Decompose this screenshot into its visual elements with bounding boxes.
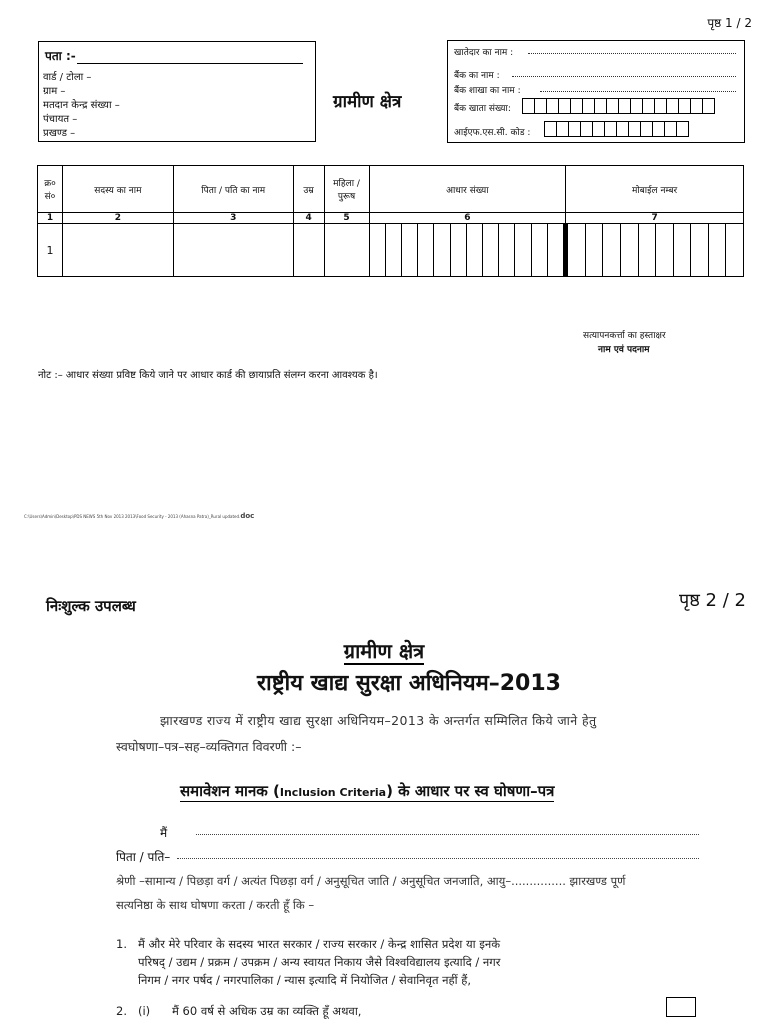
item-sub-number: (i) <box>138 1004 151 1018</box>
intro-line-1: झारखण्ड राज्य में राष्ट्रीय खाद्य सुरक्षा अधिनियम–2013 के अन्तर्गत सम्मिलित किये जाने हेतु <box>160 713 597 728</box>
declaration-item-1-line-3: निगम / नगर पर्षद / नगरपालिका / न्यास इत्यादि में नियोजित / सेवानिवृत नहीं हैं, <box>138 973 472 987</box>
page-number: पृष्ठ 2 / 2 <box>679 590 746 611</box>
account-holder-line <box>528 53 736 54</box>
aadhaar-digit-cells <box>370 224 564 276</box>
row-father-name[interactable] <box>173 224 293 277</box>
item-number: 1. <box>116 937 127 951</box>
item-number: 2. <box>116 1004 127 1018</box>
col-number: 1 <box>38 213 63 224</box>
row-aadhaar[interactable] <box>369 224 566 277</box>
col-number: 7 <box>566 213 744 224</box>
row-serial: 1 <box>38 224 63 277</box>
member-table <box>37 165 744 277</box>
declaration-item-1 <box>116 937 500 952</box>
col-aadhaar: आधार संख्या <box>369 166 566 213</box>
table-row <box>38 224 744 277</box>
col-number: 3 <box>173 213 293 224</box>
inclusion-criteria-heading <box>180 781 554 802</box>
inclusion-pre: समावेशन मानक ( <box>180 782 280 800</box>
col-member-name: सदस्य का नाम <box>62 166 173 213</box>
address-polling-center: मतदान केन्द्र संख्या – <box>43 100 120 111</box>
file-extension: doc <box>240 512 255 520</box>
father-husband-field[interactable] <box>177 858 699 859</box>
declaration-item-2 <box>116 1004 361 1019</box>
aadhaar-note: नोट :– आधार संख्या प्रविष्ट किये जाने पर आधार कार्ड की छायाप्रति संलग्न करना आवश्यक है। <box>38 370 378 381</box>
inclusion-post: ) के आधार पर स्व घोषणा–पत्र <box>386 782 555 800</box>
rural-area-heading <box>0 637 768 664</box>
free-of-cost-label: निःशुल्क उपलब्ध <box>46 597 136 615</box>
bank-name-line <box>512 76 736 77</box>
address-block: प्रखण्ड – <box>43 128 76 139</box>
rural-area-heading-text: ग्रामीण क्षेत्र <box>343 639 425 663</box>
row-gender[interactable] <box>324 224 369 277</box>
file-path-text: C:\Users\Admin\Desktop\PDS NEWS 5th Nov 2013 2013\Food Security - 2013 (Ahasna Patra)_Rural updated. <box>24 514 241 519</box>
bank-details-box <box>447 40 745 143</box>
col-age: उम्र <box>293 166 324 213</box>
col-father-name: पिता / पति का नाम <box>173 166 293 213</box>
declaration-item-1-line-2: परिषद् / उद्यम / प्रक्रम / उपक्रम / अन्य स्वायत निकाय जैसे विश्वविद्यालय इत्यादि / नगर <box>138 955 501 969</box>
act-title: राष्ट्रीय खाद्य सुरक्षा अधिनियम–2013 <box>257 671 561 696</box>
item-2-checkbox[interactable] <box>666 997 696 1017</box>
bank-name-label: बैंक का नाम : <box>454 71 500 81</box>
col-number: 6 <box>369 213 566 224</box>
address-title: पता :- <box>45 49 76 63</box>
row-age[interactable] <box>293 224 324 277</box>
father-husband-label: पिता / पति– <box>116 850 171 864</box>
item-text: मैं 60 वर्ष से अधिक उम्र का व्यक्ति हूँ अथवा, <box>172 1004 362 1018</box>
category-line: श्रेणी –सामान्य / पिछड़ा वर्ग / अत्यंत पिछड़ा वर्ग / अनुसूचित जाति / अनुसूचित जनजाति, आयु–............... झारखण्ड पूर्ण <box>116 874 626 888</box>
account-holder-label: खातेदार का नाम : <box>454 48 514 58</box>
address-box <box>38 41 316 142</box>
self-name-label: मैं <box>160 826 168 840</box>
row-mobile[interactable] <box>566 224 744 277</box>
account-number-label: बैंक खाता संख्या: <box>454 104 511 114</box>
col-serial: क्र० सं० <box>38 166 63 213</box>
address-underline <box>77 63 303 64</box>
verifier-signature: सत्यापनकर्त्ता का हस्ताक्षर <box>583 331 666 341</box>
col-number: 4 <box>293 213 324 224</box>
table-number-row <box>38 213 744 224</box>
address-panchayat: पंचायत – <box>43 114 78 125</box>
declaration-line: सत्यनिष्ठा के साथ घोषणा करता / करती हूँ कि – <box>116 898 315 912</box>
row-member-name[interactable] <box>62 224 173 277</box>
self-name-field[interactable] <box>196 834 699 835</box>
verifier-name-designation: नाम एवं पदनाम <box>598 345 650 355</box>
col-gender: महिला / पुरूष <box>324 166 369 213</box>
item-text: मैं और मेरे परिवार के सदस्य भारत सरकार / राज्य सरकार / केन्द्र शासित प्रदेश या इनके <box>138 937 501 951</box>
account-number-cells <box>522 98 714 114</box>
rural-area-title: ग्रामीण क्षेत्र <box>333 92 402 112</box>
inclusion-en: Inclusion Criteria <box>279 786 387 799</box>
col-number: 5 <box>324 213 369 224</box>
intro-line-2: स्वघोषणा–पत्र–सह–व्यक्तिगत विवरणी :– <box>116 739 302 754</box>
address-ward: वार्ड / टोला – <box>43 72 92 83</box>
table-header-row <box>38 166 744 213</box>
address-village: ग्राम – <box>43 86 66 97</box>
page-number: पृष्ठ 1 / 2 <box>707 16 752 30</box>
col-mobile: मोबाईल नम्बर <box>566 166 744 213</box>
branch-name-line <box>540 91 736 92</box>
file-path <box>24 512 254 520</box>
col-number: 2 <box>62 213 173 224</box>
ifsc-label: आईएफ.एस.सी. कोड : <box>454 128 531 138</box>
mobile-digit-cells <box>568 224 743 276</box>
branch-name-label: बैंक शाखा का नाम : <box>454 86 521 96</box>
ifsc-cells <box>544 121 688 137</box>
